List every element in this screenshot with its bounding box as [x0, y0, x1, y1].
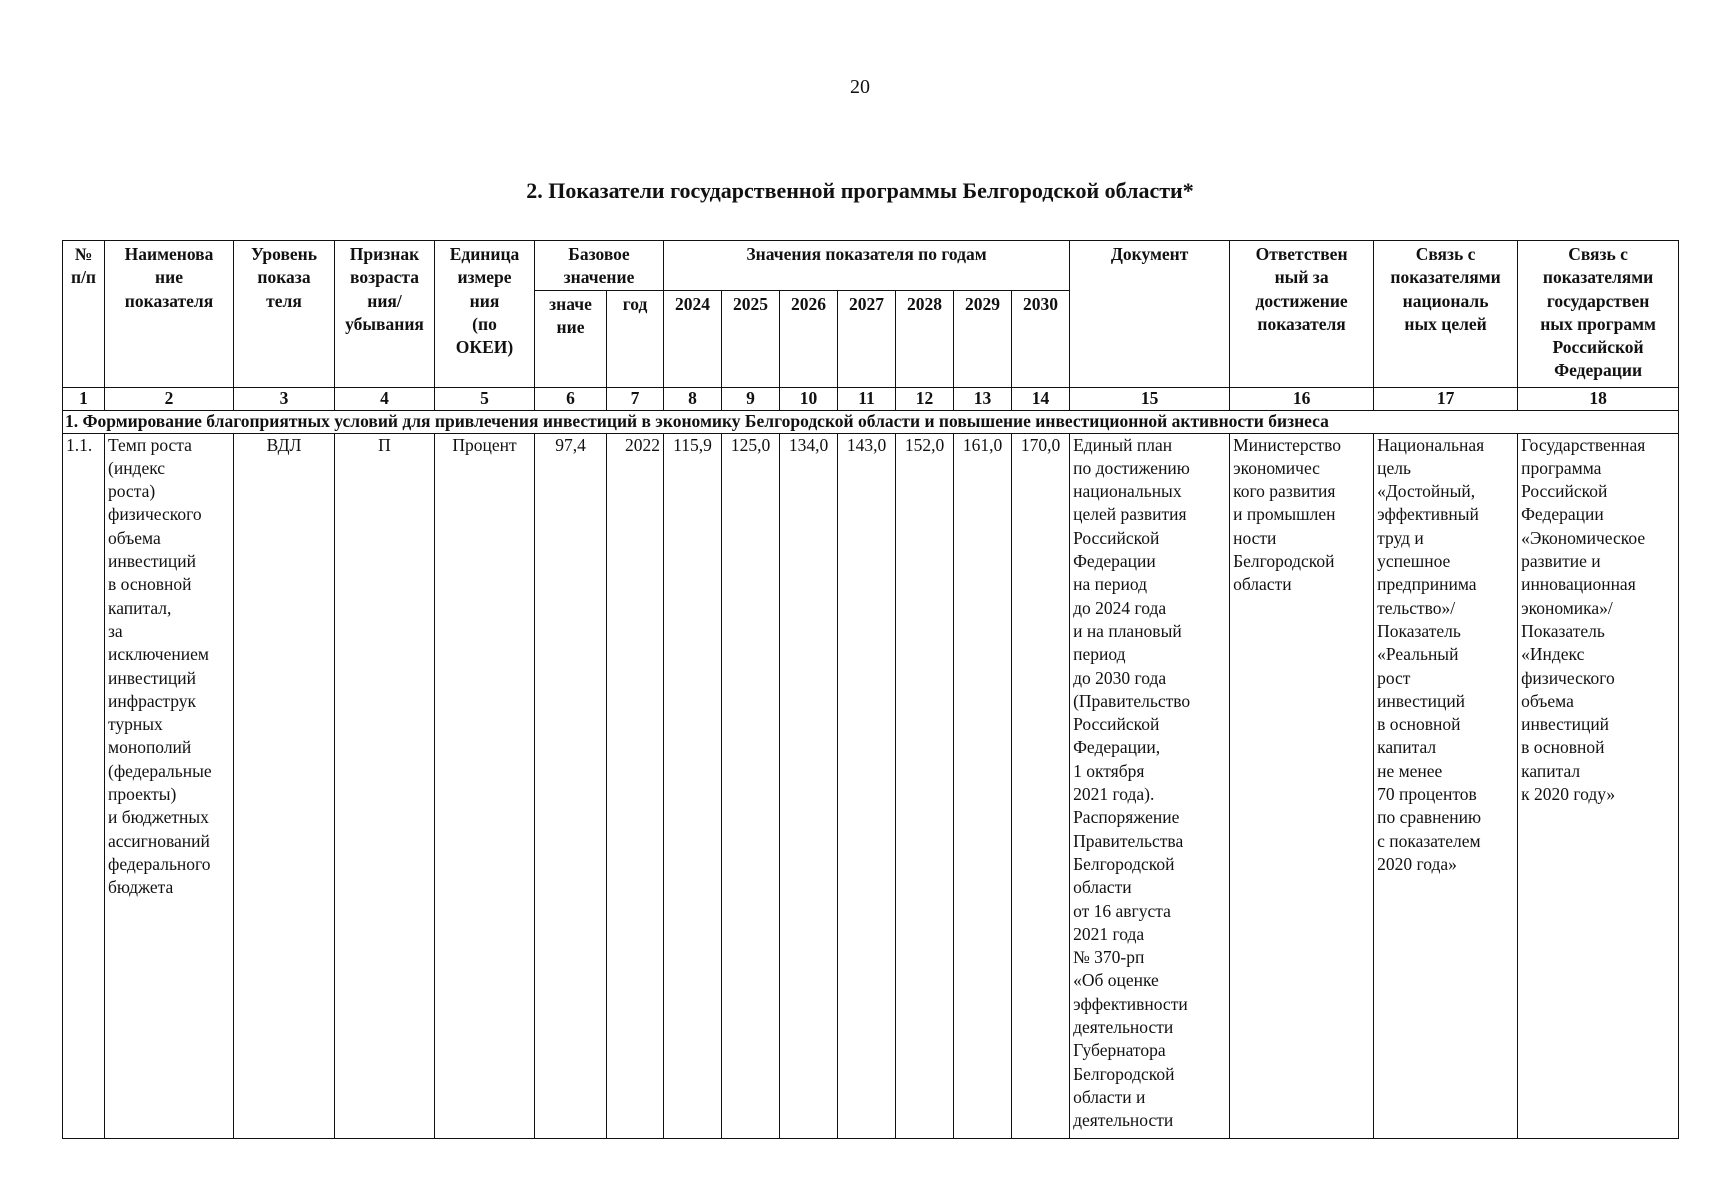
row-value-2028: 152,0: [896, 433, 954, 1138]
column-number: 6: [535, 387, 607, 410]
row-base-year: 2022: [607, 433, 664, 1138]
header-level: Уровень показа теля: [234, 241, 335, 388]
header-program-link: Связь с показателями государствен ных программ Российской Федерации: [1518, 241, 1679, 388]
document-title: 2. Показатели государственной программы Белгородской области*: [526, 178, 1194, 203]
row-value-2029: 161,0: [954, 433, 1012, 1138]
header-row-1: [63, 241, 1679, 291]
row-value-2025: 125,0: [722, 433, 780, 1138]
header-year-2029: 2029: [954, 290, 1012, 387]
column-number: 16: [1230, 387, 1374, 410]
indicators-table: [62, 240, 1679, 1139]
row-value-2026: 134,0: [780, 433, 838, 1138]
header-base-year: год: [607, 290, 664, 387]
header-years-group: Значения показателя по годам: [664, 241, 1070, 291]
table-row: [63, 433, 1679, 1138]
column-number: 18: [1518, 387, 1679, 410]
header-year-2025: 2025: [722, 290, 780, 387]
column-number: 3: [234, 387, 335, 410]
row-indicator-name: Темп роста (индекс роста) физического объема инвестиций в основной капитал, за исключением инвестиций инфраструк турных монополий (федеральные проекты) и бюджетных ассигнований федерального бюджета: [105, 433, 234, 1138]
header-unit: Единица измере ния (по ОКЕИ): [435, 241, 535, 388]
header-base-group: Базовое значение: [535, 241, 664, 291]
row-national-link: Национальная цель «Достойный, эффективный труд и успешное предпринима тельство»/ Показатель «Реальный рост инвестиций в основной капитал не менее 70 процентов по сравнению с показателем 2020 года»: [1374, 433, 1518, 1138]
header-national-link: Связь с показателями националь ных целей: [1374, 241, 1518, 388]
row-unit: Процент: [435, 433, 535, 1138]
row-value-2030: 170,0: [1012, 433, 1070, 1138]
section-title: 1. Формирование благоприятных условий для привлечения инвестиций в экономику Белгородской области и повышение инвестиционной активности бизнеса: [63, 410, 1679, 433]
header-trend: Признак возраста ния/ убывания: [335, 241, 435, 388]
row-value-2024: 115,9: [664, 433, 722, 1138]
header-year-2024: 2024: [664, 290, 722, 387]
row-level: ВДЛ: [234, 433, 335, 1138]
row-trend: П: [335, 433, 435, 1138]
column-number: 11: [838, 387, 896, 410]
header-year-2030: 2030: [1012, 290, 1070, 387]
column-number: 9: [722, 387, 780, 410]
column-number: 1: [63, 387, 105, 410]
column-number: 15: [1070, 387, 1230, 410]
header-name: Наименова ние показателя: [105, 241, 234, 388]
row-base-value: 97,4: [535, 433, 607, 1138]
column-number: 12: [896, 387, 954, 410]
header-responsible: Ответствен ный за достижение показателя: [1230, 241, 1374, 388]
row-responsible: Министерство экономичес кого развития и промышлен ности Белгородской области: [1230, 433, 1374, 1138]
header-num: № п/п: [63, 241, 105, 388]
column-number: 4: [335, 387, 435, 410]
header-year-2028: 2028: [896, 290, 954, 387]
column-number-row: [63, 387, 1679, 410]
header-year-2026: 2026: [780, 290, 838, 387]
column-number: 14: [1012, 387, 1070, 410]
column-number: 17: [1374, 387, 1518, 410]
section-row: [63, 410, 1679, 433]
column-number: 5: [435, 387, 535, 410]
column-number: 8: [664, 387, 722, 410]
header-document: Документ: [1070, 241, 1230, 388]
column-number: 10: [780, 387, 838, 410]
row-value-2027: 143,0: [838, 433, 896, 1138]
row-num: 1.1.: [63, 433, 105, 1138]
page-number: 20: [850, 76, 870, 98]
row-program-link: Государственная программа Российской Федерации «Экономическое развитие и инновационная экономика»/ Показатель «Индекс физического объема инвестиций в основной капитал к 2020 году»: [1518, 433, 1679, 1138]
header-year-2027: 2027: [838, 290, 896, 387]
row-document: Единый план по достижению национальных целей развития Российской Федерации на период до 2024 года и на плановый период до 2030 года (Правительство Российской Федерации, 1 октября 2021 года). Распоряжение Правительства Белгородской области от 16 августа 2021 года № 370-рп «Об оценке эффективности деятельности Губернатора Белгородской области и деятельности: [1070, 433, 1230, 1138]
column-number: 2: [105, 387, 234, 410]
header-base-value: значе ние: [535, 290, 607, 387]
column-number: 7: [607, 387, 664, 410]
column-number: 13: [954, 387, 1012, 410]
